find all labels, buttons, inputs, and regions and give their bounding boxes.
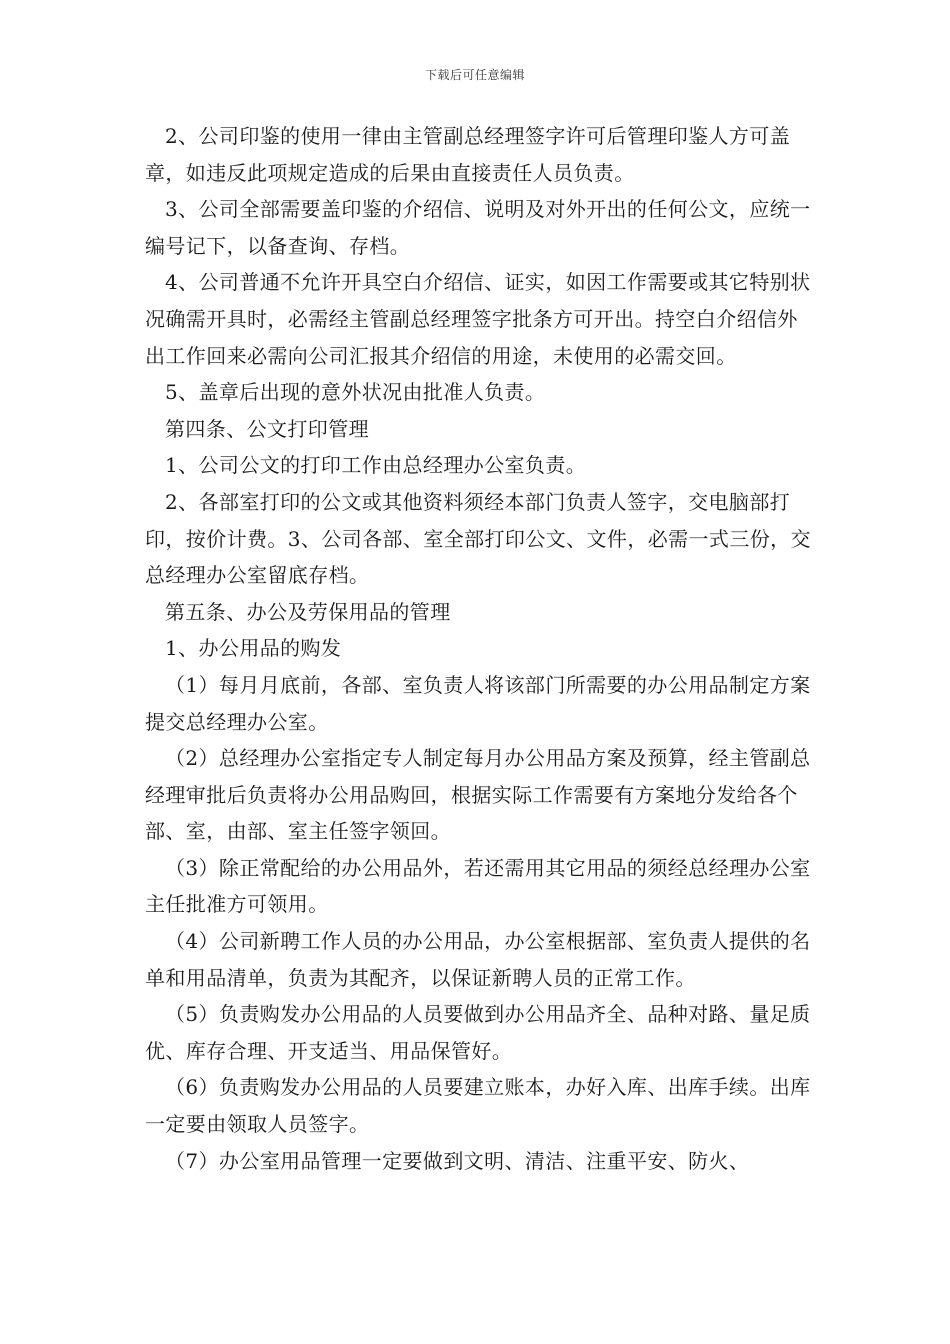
paragraph-seal-approval: 2、公司印鉴的使用一律由主管副总经理签字许可后管理印鉴人方可盖章，如违反此项规定造成的后果由直接责任人员负责。 bbox=[145, 124, 791, 185]
list-item-7: （7）办公室用品管理一定要做到文明、清洁、注重平安、防火、 bbox=[165, 1148, 750, 1173]
paragraph-printing-office: 1、公司公文的打印工作由总经理办公室负责。 bbox=[165, 453, 587, 478]
subheading-office-supplies: 1、办公用品的购发 bbox=[165, 636, 342, 661]
document-body bbox=[145, 118, 813, 1179]
list-item-4: （4）公司新聘工作人员的办公用品，办公室根据部、室负责人提供的名单和用品清单，负责为其配齐，以保证新聘人员的正常工作。 bbox=[145, 929, 811, 990]
section-heading-article-5: 第五条、办公及劳保用品的管理 bbox=[165, 599, 451, 624]
paragraph-blank-letters: 4、公司普通不允许开具空白介绍信、证实，如因工作需要或其它特别状况确需开具时，必需经主管副总经理签字批条方可开出。持空白介绍信外出工作回来必需向公司汇报其介绍信的用途，未使用的必需交回。 bbox=[145, 270, 811, 368]
list-item-3: （3）除正常配给的办公用品外，若还需用其它用品的须经总经理办公室主任批准方可领用。 bbox=[145, 855, 811, 917]
section-heading-article-4: 第四条、公文打印管理 bbox=[165, 416, 369, 441]
page-header: 下载后可任意编辑 bbox=[424, 68, 525, 82]
list-item-6: （6）负责购发办公用品的人员要建立账本，办好入库、出库手续。出库一定要由领取人员签字。 bbox=[145, 1075, 811, 1137]
list-item-5: （5）负责购发办公用品的人员要做到办公用品齐全、品种对路、量足质优、库存合理、开支适当、用品保管好。 bbox=[145, 1002, 811, 1063]
paragraph-printing-rules: 2、各部室打印的公文或其他资料须经本部门负责人签字，交电脑部打印，按价计费。3、公司各部、室全部打印公文、文件，必需一式三份，交总经理办公室留底存档。 bbox=[145, 489, 811, 588]
list-item-2: （2）总经理办公室指定专人制定每月办公用品方案及预算，经主管副总经理审批后负责将办公用品购回，根据实际工作需要有方案地分发给各个部、室，由部、室主任签字领回。 bbox=[145, 746, 811, 844]
paragraph-seal-numbering: 3、公司全部需要盖印鉴的介绍信、说明及对外开出的任何公文，应统一编号记下，以备查询、存档。 bbox=[145, 197, 811, 258]
list-item-1: （1）每月月底前，各部、室负责人将该部门所需要的办公用品制定方案提交总经理办公室。 bbox=[145, 672, 811, 734]
paragraph-stamp-responsibility: 5、盖章后出现的意外状况由批准人负责。 bbox=[165, 380, 546, 405]
